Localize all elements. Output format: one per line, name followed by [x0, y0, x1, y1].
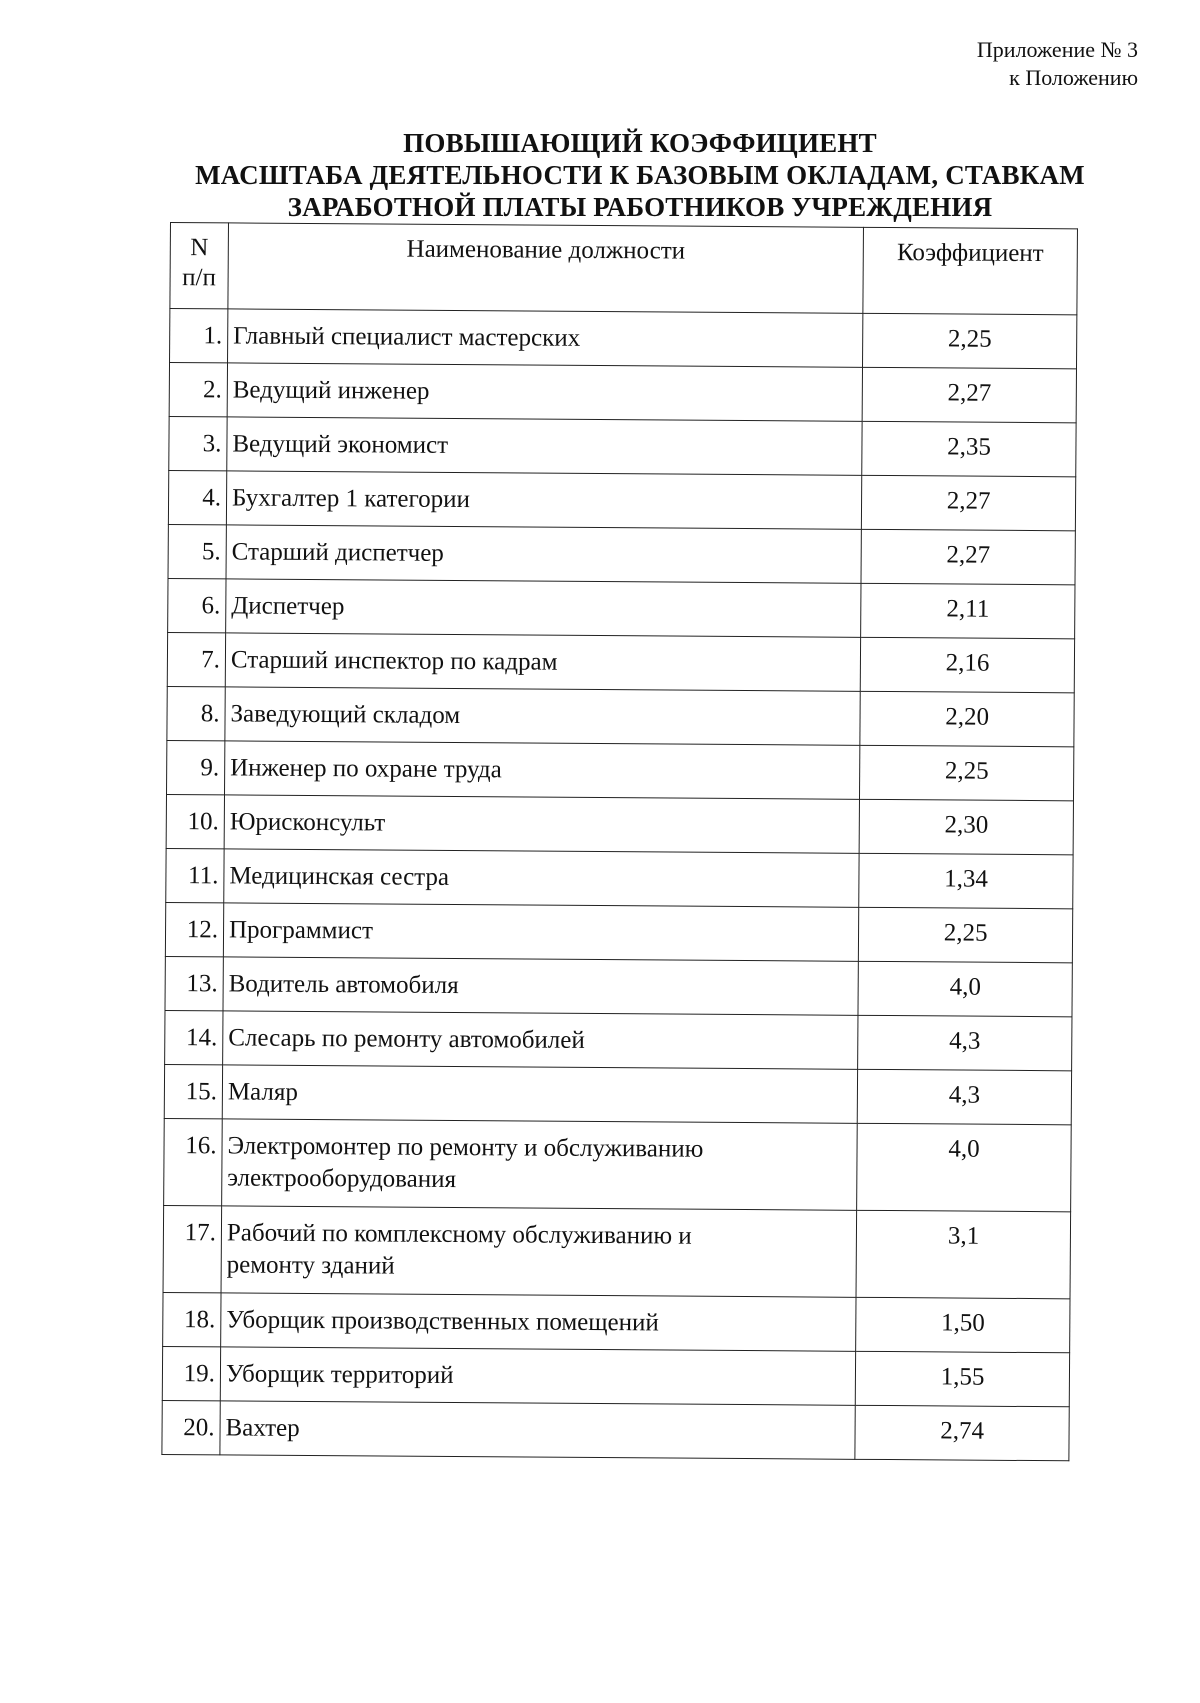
table-row [162, 1346, 1069, 1406]
row-position: Главный специалист мастерских [227, 309, 863, 367]
table-row [166, 794, 1073, 854]
header-position [228, 223, 864, 313]
row-coefficient: 2,25 [858, 907, 1072, 962]
table-header-row [170, 223, 1078, 315]
row-position: Маляр [222, 1065, 858, 1123]
row-number: 13. [165, 956, 223, 1010]
row-number: 9. [167, 740, 225, 794]
row-number: 5. [168, 524, 226, 578]
title-line-3: ЗАРАБОТНОЙ ПЛАТЫ РАБОТНИКОВ УЧРЕЖДЕНИЯ [287, 192, 993, 222]
table-row [166, 848, 1073, 908]
row-number: 16. [164, 1118, 223, 1205]
table-row [165, 956, 1072, 1016]
row-position: Уборщик территорий [220, 1347, 856, 1405]
row-number: 14. [165, 1010, 223, 1064]
header-position-label: Наименование должности [406, 235, 686, 265]
row-number: 3. [169, 416, 227, 470]
appendix-regulation: к Положению [1009, 65, 1138, 90]
row-position: Юрисконсульт [224, 795, 860, 853]
row-coefficient: 4,3 [857, 1069, 1071, 1124]
row-coefficient: 3,1 [856, 1210, 1070, 1298]
row-coefficient: 1,34 [859, 853, 1073, 908]
row-coefficient: 4,0 [858, 961, 1072, 1016]
row-position-line-1: Рабочий по комплексному обслуживанию и [226, 1219, 692, 1250]
row-number: 20. [162, 1400, 220, 1454]
title-line-2: МАСШТАБА ДЕЯТЕЛЬНОСТИ К БАЗОВЫМ ОКЛАДАМ, СТАВКАМ [195, 160, 1085, 190]
row-position: Программист [223, 903, 859, 961]
row-coefficient: 2,11 [861, 583, 1075, 638]
table-row [163, 1205, 1071, 1298]
row-position [222, 1119, 858, 1210]
table-row [170, 309, 1077, 369]
row-position: Старший инспектор по кадрам [225, 633, 861, 691]
header-number [170, 223, 229, 309]
title-line-1: ПОВЫШАЮЩИЙ КОЭФФИЦИЕНТ [403, 128, 877, 158]
row-number: 19. [162, 1346, 220, 1400]
row-position: Вахтер [220, 1401, 856, 1459]
table-row [163, 1292, 1070, 1352]
row-coefficient: 1,50 [856, 1297, 1070, 1352]
table-row [168, 578, 1075, 638]
table-row [164, 1118, 1072, 1211]
header-number-pp: п/п [182, 264, 217, 292]
row-coefficient: 1,55 [855, 1351, 1069, 1406]
row-position-line-2: электрооборудования [227, 1164, 457, 1194]
row-coefficient: 4,0 [857, 1123, 1071, 1211]
table-row [165, 1010, 1072, 1070]
row-coefficient: 2,25 [863, 313, 1077, 368]
row-number: 8. [167, 686, 225, 740]
row-coefficient: 2,16 [860, 637, 1074, 692]
row-number: 4. [168, 470, 226, 524]
row-position: Ведущий экономист [227, 417, 863, 475]
row-number: 7. [167, 632, 225, 686]
row-number: 15. [164, 1064, 222, 1118]
row-coefficient: 2,27 [862, 367, 1076, 422]
row-position: Ведущий инженер [227, 363, 863, 421]
row-coefficient: 2,20 [860, 691, 1074, 746]
header-coefficient [863, 227, 1077, 314]
row-position: Слесарь по ремонту автомобилей [223, 1011, 859, 1069]
document-title [160, 127, 1120, 223]
coefficient-table [161, 222, 1078, 1461]
table-row [167, 686, 1074, 746]
table-row [168, 470, 1075, 530]
table-row [168, 524, 1075, 584]
row-coefficient: 2,74 [855, 1405, 1069, 1460]
row-coefficient: 4,3 [858, 1015, 1072, 1070]
row-position: Водитель автомобиля [223, 957, 859, 1015]
row-number: 11. [166, 848, 224, 902]
row-coefficient: 2,27 [861, 475, 1075, 530]
row-number: 18. [163, 1292, 221, 1346]
row-position: Инженер по охране труда [224, 741, 860, 799]
table-row [162, 1400, 1069, 1460]
row-position: Уборщик производственных помещений [221, 1293, 857, 1351]
row-position-line-2: ремонту зданий [226, 1251, 395, 1280]
row-coefficient: 2,25 [860, 745, 1074, 800]
row-position [221, 1206, 857, 1297]
row-position: Диспетчер [226, 579, 862, 637]
row-number: 17. [163, 1205, 222, 1292]
table-row [164, 1064, 1071, 1124]
appendix-number: Приложение № 3 [976, 37, 1138, 62]
header-number-n: N [190, 234, 209, 262]
table-row [167, 632, 1074, 692]
appendix-reference [977, 36, 1138, 92]
row-number: 6. [168, 578, 226, 632]
table-row [165, 902, 1072, 962]
row-coefficient: 2,30 [859, 799, 1073, 854]
row-position: Бухгалтер 1 категории [226, 471, 862, 529]
row-position: Старший диспетчер [226, 525, 862, 583]
row-position: Медицинская сестра [224, 849, 860, 907]
row-position-line-1: Электромонтер по ремонту и обслуживанию [227, 1132, 704, 1163]
table-row [169, 416, 1076, 476]
row-number: 2. [169, 363, 227, 417]
row-number: 1. [170, 309, 228, 363]
table-row [169, 363, 1076, 423]
row-position: Заведующий складом [225, 687, 861, 745]
row-number: 12. [165, 902, 223, 956]
row-number: 10. [166, 794, 224, 848]
row-coefficient: 2,35 [862, 421, 1076, 476]
table-row [167, 740, 1074, 800]
row-coefficient: 2,27 [861, 529, 1075, 584]
header-coefficient-label: Коэффициент [896, 239, 1044, 268]
